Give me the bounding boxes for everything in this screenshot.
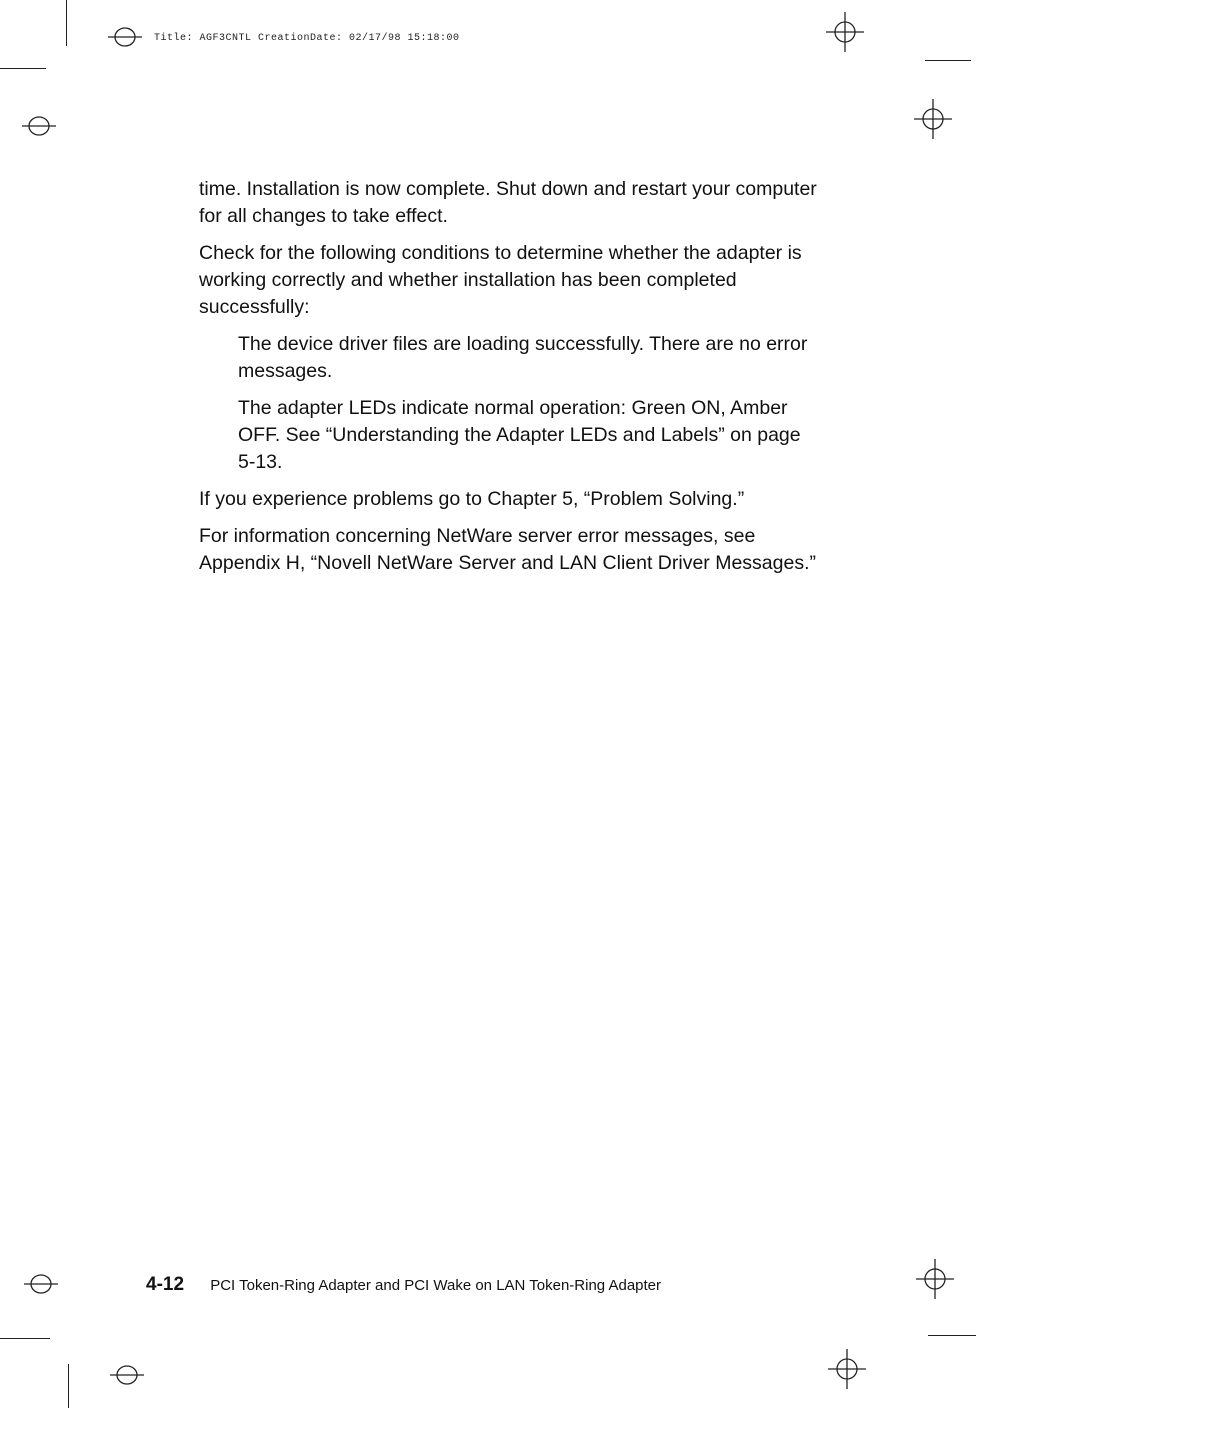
page-body — [199, 176, 819, 587]
registration-mark-icon — [24, 1272, 58, 1296]
list-item: The device driver files are loading successfully. There are no error messages. — [238, 333, 808, 382]
crop-mark — [0, 68, 46, 69]
registration-mark-icon — [108, 25, 142, 49]
list-item: The adapter LEDs indicate normal operation: Green ON, Amber OFF. See “Understanding the Adapter LEDs and Labels” on page 5-13. — [238, 397, 801, 473]
crop-mark — [68, 1364, 69, 1408]
crop-mark — [0, 1338, 50, 1339]
registration-mark-icon — [22, 114, 56, 138]
paragraph: time. Installation is now complete. Shut down and restart your computer for all changes to take effect. — [199, 178, 817, 227]
paragraph: For information concerning NetWare server error messages, see Appendix H, “Novell NetWare Server and LAN Client Driver Messages.” — [199, 525, 817, 574]
book-title: PCI Token-Ring Adapter and PCI Wake on LAN Token-Ring Adapter — [210, 1277, 662, 1294]
crop-mark — [66, 0, 67, 46]
registration-mark-icon — [110, 1363, 144, 1387]
paragraph: If you experience problems go to Chapter 5, “Problem Solving.” — [199, 488, 745, 510]
registration-mark-icon — [914, 99, 952, 139]
print-metadata: Title: AGF3CNTL CreationDate: 02/17/98 15:18:00 — [154, 33, 460, 44]
paragraph: Check for the following conditions to determine whether the adapter is working correctly and whether installation has been completed successfully: — [199, 242, 802, 318]
page-number: 4-12 — [146, 1274, 185, 1295]
registration-mark-icon — [826, 12, 864, 52]
crop-mark — [925, 60, 971, 61]
registration-mark-icon — [916, 1259, 954, 1299]
page-footer — [146, 1274, 661, 1296]
registration-mark-icon — [828, 1349, 866, 1389]
crop-mark — [928, 1335, 976, 1336]
